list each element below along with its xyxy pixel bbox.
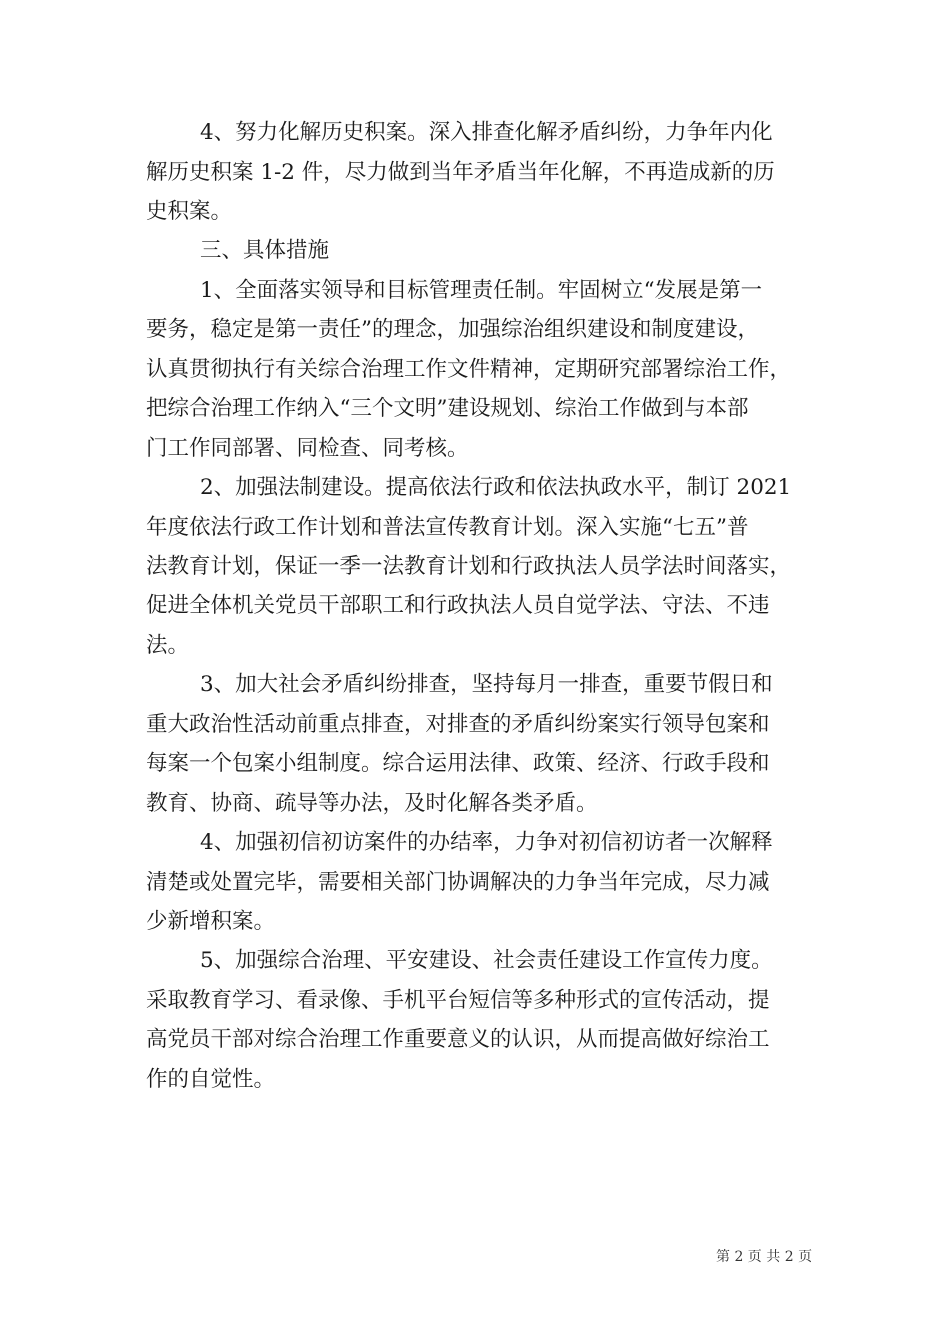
text-line: 采取教育学习、看录像、手机平台短信等多种形式的宣传活动，提 (146, 988, 770, 1013)
text-line: 法教育计划，保证一季一法教育计划和行政执法人员学法时间落实， (146, 554, 792, 579)
text-line: 4、加强初信初访案件的办结率，力争对初信初访者一次解释 (200, 830, 773, 855)
text-line: 史积案。 (146, 199, 233, 224)
text-line: 5、加强综合治理、平安建设、社会责任建设工作宣传力度。 (200, 948, 773, 973)
text-line: 3、加大社会矛盾纠纷排查，坚持每月一排查，重要节假日和 (200, 672, 773, 697)
text-line: 要务，稳定是第一责任”的理念，加强综治组织建设和制度建设， (146, 317, 759, 342)
text-line: 2、加强法制建设。提高依法行政和依法执政水平，制订 2021 (200, 475, 792, 500)
text-line: 年度依法行政工作计划和普法宣传教育计划。深入实施“七五”普 (146, 515, 749, 540)
text-line: 重大政治性活动前重点排查，对排查的矛盾纠纷案实行领导包案和 (146, 712, 770, 737)
text-line: 解历史积案 1-2 件，尽力做到当年矛盾当年化解，不再造成新的历 (146, 160, 775, 185)
text-line: 促进全体机关党员干部职工和行政执法人员自觉学法、守法、不违 (146, 593, 770, 618)
text-line: 每案一个包案小组制度。综合运用法律、政策、经济、行政手段和 (146, 751, 770, 776)
text-line: 把综合治理工作纳入“三个文明”建设规划、综治工作做到与本部 (146, 396, 749, 421)
text-line: 教育、协商、疏导等办法，及时化解各类矛盾。 (146, 791, 598, 816)
text-line: 少新增积案。 (146, 909, 276, 934)
text-line: 作的自觉性。 (146, 1067, 276, 1092)
text-line: 4、努力化解历史积案。深入排查化解矛盾纠纷，力争年内化 (200, 120, 773, 145)
section-heading: 三、具体措施 (200, 238, 330, 263)
page-number: 第 2 页 共 2 页 (716, 1249, 813, 1265)
text-line: 门工作同部署、同检查、同考核。 (146, 436, 469, 461)
text-line: 认真贯彻执行有关综合治理工作文件精神，定期研究部署综治工作， (146, 357, 792, 382)
text-line: 高党员干部对综合治理工作重要意义的认识，从而提高做好综治工 (146, 1027, 770, 1052)
text-line: 法。 (146, 633, 190, 658)
text-line: 清楚或处置完毕，需要相关部门协调解决的力争当年完成，尽力减 (146, 870, 770, 895)
text-line: 1、全面落实领导和目标管理责任制。牢固树立“发展是第一 (200, 278, 763, 303)
